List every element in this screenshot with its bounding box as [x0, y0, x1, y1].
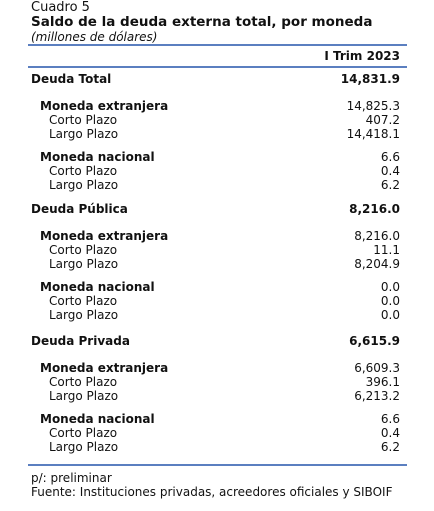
- group-label: Moneda extranjera: [40, 361, 169, 375]
- section-public-row: [0, 202, 434, 216]
- term-label: Largo Plazo: [49, 389, 119, 403]
- term-value: 6.2: [380, 440, 400, 454]
- term-row: [0, 389, 434, 403]
- section-value: 8,216.0: [349, 202, 400, 216]
- table-title: Saldo de la deuda externa total, por moneda: [31, 14, 373, 30]
- term-row: [0, 127, 434, 141]
- group-value: 14,825.3: [346, 99, 400, 113]
- group-row: [0, 412, 434, 426]
- section-label: Deuda Total: [31, 72, 112, 86]
- term-label: Corto Plazo: [49, 164, 118, 178]
- group-value: 6,609.3: [354, 361, 400, 375]
- term-value: 8,204.9: [354, 257, 400, 271]
- term-value: 0.0: [380, 308, 400, 322]
- section-label: Deuda Privada: [31, 334, 130, 348]
- section-label: Deuda Pública: [31, 202, 128, 216]
- term-row: [0, 308, 434, 322]
- term-label: Corto Plazo: [49, 243, 118, 257]
- term-value: 6.2: [380, 178, 400, 192]
- term-value: 0.4: [380, 164, 400, 178]
- top-rule: [28, 44, 407, 46]
- group-row: [0, 229, 434, 243]
- group-label: Moneda nacional: [40, 280, 155, 294]
- term-label: Largo Plazo: [49, 257, 119, 271]
- group-label: Moneda nacional: [40, 150, 155, 164]
- header-rule: [28, 66, 407, 68]
- term-row: [0, 164, 434, 178]
- table-caption: Cuadro 5: [31, 0, 90, 15]
- term-value: 0.4: [380, 426, 400, 440]
- bottom-rule: [28, 464, 407, 466]
- table-subtitle: (millones de dólares): [31, 30, 158, 44]
- source-note: Fuente: Instituciones privadas, acreedores oficiales y SIBOIF: [31, 485, 393, 499]
- group-label: Moneda nacional: [40, 412, 155, 426]
- group-row: [0, 99, 434, 113]
- term-row: [0, 113, 434, 127]
- term-label: Corto Plazo: [49, 426, 118, 440]
- term-row: [0, 294, 434, 308]
- term-label: Largo Plazo: [49, 127, 119, 141]
- term-label: Corto Plazo: [49, 375, 118, 389]
- group-label: Moneda extranjera: [40, 229, 169, 243]
- group-row: [0, 150, 434, 164]
- group-row: [0, 280, 434, 294]
- group-label: Moneda extranjera: [40, 99, 169, 113]
- term-value: 407.2: [365, 113, 400, 127]
- group-row: [0, 361, 434, 375]
- term-label: Largo Plazo: [49, 440, 119, 454]
- group-value: 0.0: [380, 280, 400, 294]
- group-value: 6.6: [380, 412, 400, 426]
- term-row: [0, 243, 434, 257]
- term-value: 396.1: [365, 375, 400, 389]
- section-value: 6,615.9: [349, 334, 400, 348]
- section-value: 14,831.9: [340, 72, 400, 86]
- term-row: [0, 426, 434, 440]
- term-value: 0.0: [380, 294, 400, 308]
- term-label: Largo Plazo: [49, 178, 119, 192]
- group-value: 6.6: [380, 150, 400, 164]
- group-value: 8,216.0: [354, 229, 400, 243]
- section-total-row: [0, 72, 434, 86]
- term-value: 6,213.2: [354, 389, 400, 403]
- term-value: 14,418.1: [346, 127, 400, 141]
- term-label: Corto Plazo: [49, 294, 118, 308]
- term-label: Corto Plazo: [49, 113, 118, 127]
- term-row: [0, 257, 434, 271]
- term-row: [0, 178, 434, 192]
- footnote: p/: preliminar: [31, 471, 112, 485]
- term-row: [0, 375, 434, 389]
- section-private-row: [0, 334, 434, 348]
- column-header: I Trim 2023: [324, 49, 400, 63]
- term-row: [0, 440, 434, 454]
- term-label: Largo Plazo: [49, 308, 119, 322]
- term-value: 11.1: [373, 243, 400, 257]
